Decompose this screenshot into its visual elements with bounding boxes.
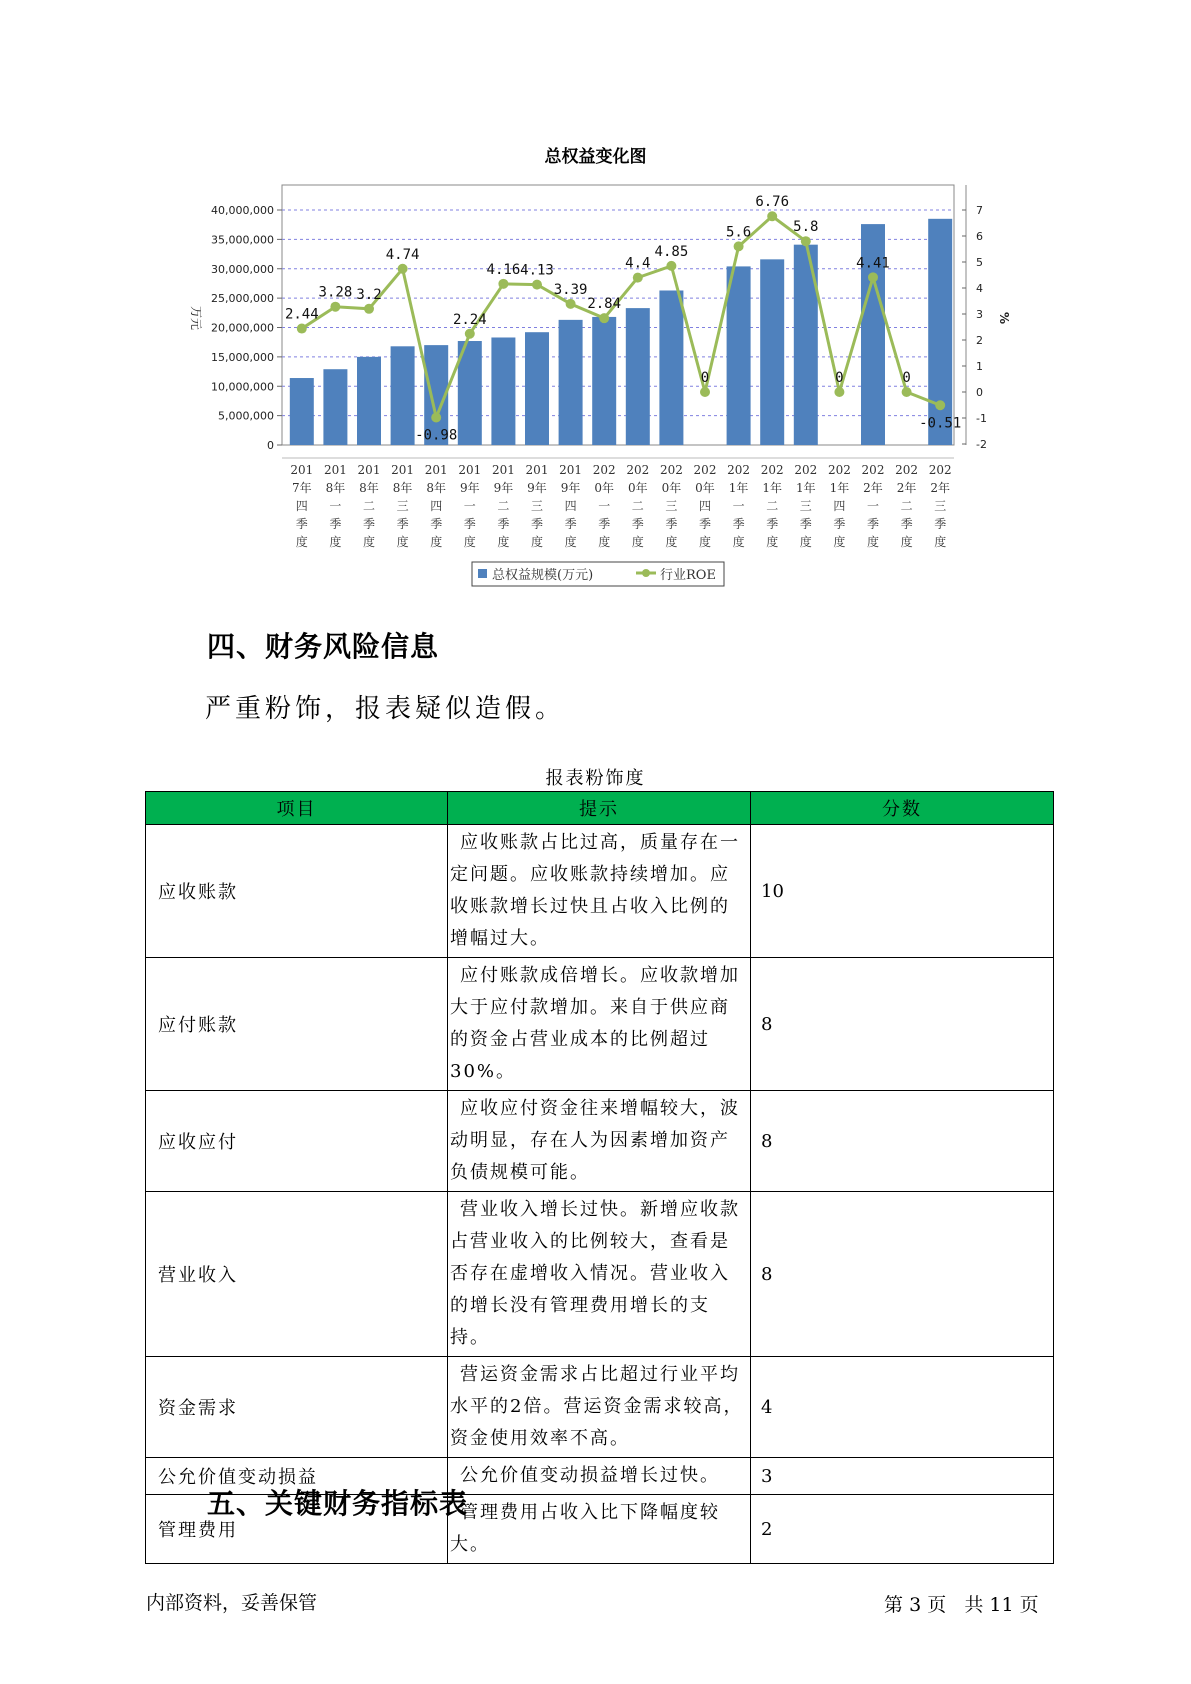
x-tick-label: 季 — [665, 517, 678, 531]
roe-point — [330, 302, 340, 312]
legend-bar-swatch — [478, 569, 487, 578]
x-tick-label: 二 — [900, 499, 913, 513]
x-tick-label: 一 — [866, 499, 880, 513]
legend-bar-label: 总权益规模(万元) — [492, 568, 594, 583]
risk-summary: 严重粉饰，报表疑似造假。 — [205, 694, 566, 724]
row-score: 10 — [751, 825, 1054, 958]
page-mid: 页 — [927, 1594, 947, 1616]
y-tick-label: 40,000,000 — [211, 204, 274, 217]
roe-point — [801, 236, 811, 246]
x-tick-label: 201 — [357, 463, 381, 477]
y-tick-label: 5,000,000 — [218, 409, 274, 423]
x-tick-label: 9年 — [560, 481, 581, 495]
x-tick-label: 季 — [430, 517, 443, 531]
x-tick-label: 0年 — [627, 481, 648, 495]
y-tick-label: 10,000,000 — [211, 380, 274, 394]
x-tick-label: 三 — [396, 499, 409, 513]
row-item: 应付账款 — [146, 958, 448, 1091]
chart-title: 总权益变化图 — [544, 147, 647, 167]
x-tick-label: 季 — [362, 517, 376, 531]
legend-line-label: 行业ROE — [660, 568, 716, 583]
x-tick-label: 度 — [934, 535, 947, 549]
x-tick-label: 四 — [430, 499, 443, 513]
row-item: 营业收入 — [146, 1192, 448, 1357]
equity-chart — [0, 0, 1191, 600]
row-hint: 营运资金需求占比超过行业平均水平的2倍。营运资金需求较高，资金使用效率不高。 — [448, 1357, 751, 1458]
roe-data-label: 4.85 — [654, 243, 689, 260]
x-tick-label: 202 — [727, 463, 751, 477]
x-tick-label: 2年 — [930, 481, 951, 495]
table-row — [146, 958, 1054, 1091]
x-tick-label: 201 — [491, 463, 515, 477]
x-tick-label: 202 — [794, 463, 818, 477]
row-item: 应收账款 — [146, 825, 448, 958]
legend-line-marker — [642, 569, 650, 577]
x-tick-label: 度 — [329, 535, 342, 549]
y2-tick-label: 4 — [976, 282, 983, 295]
row-score: 4 — [751, 1357, 1054, 1458]
roe-data-label: 6.76 — [755, 194, 790, 211]
y-tick-label: 35,000,000 — [211, 233, 274, 247]
roe-point — [834, 387, 844, 397]
row-hint: 应收应付资金往来增幅较大，波动明显，存在人为因素增加资产负债规模可能。 — [448, 1091, 751, 1192]
roe-point — [633, 273, 643, 283]
x-tick-label: 1年 — [762, 481, 783, 495]
x-tick-label: 202 — [928, 463, 952, 477]
roe-point — [532, 280, 542, 290]
y2-tick-label: -1 — [976, 412, 987, 425]
x-tick-label: 四 — [833, 499, 846, 513]
y2-axis-label: % — [997, 311, 1011, 325]
y-tick-label: 30,000,000 — [211, 262, 274, 276]
roe-data-label: 3.39 — [553, 281, 588, 298]
x-tick-label: 8年 — [426, 481, 447, 495]
row-item: 管理费用 — [146, 1495, 448, 1564]
total-prefix: 共 — [964, 1594, 984, 1616]
header-item: 项目 — [146, 792, 448, 825]
y2-tick-label: 5 — [976, 256, 983, 269]
roe-point — [935, 400, 945, 410]
x-tick-label: 201 — [424, 463, 448, 477]
y2-tick-label: 2 — [976, 334, 983, 347]
roe-data-label: 4.74 — [385, 246, 420, 263]
plot-area — [282, 185, 954, 445]
x-tick-label: 度 — [396, 535, 409, 549]
x-tick-label: 季 — [564, 517, 577, 531]
x-tick-label: 度 — [833, 535, 846, 549]
roe-point — [700, 387, 710, 397]
x-tick-label: 度 — [530, 535, 544, 549]
bar — [727, 266, 751, 445]
x-tick-label: 度 — [564, 535, 577, 549]
roe-data-label: 0 — [700, 370, 710, 386]
x-tick-label: 一 — [463, 499, 476, 513]
table-caption: 报表粉饰度 — [545, 768, 646, 789]
x-tick-label: 度 — [900, 535, 913, 549]
x-tick-label: 度 — [295, 535, 308, 549]
y2-tick-label: 1 — [976, 360, 983, 373]
roe-data-label: 4.41 — [856, 255, 890, 272]
x-tick-label: 8年 — [392, 481, 413, 495]
row-item: 资金需求 — [146, 1357, 448, 1458]
x-tick-label: 季 — [295, 517, 308, 531]
footer-page-info — [884, 1590, 1039, 1617]
x-tick-label: 度 — [766, 535, 779, 549]
row-score: 8 — [751, 1091, 1054, 1192]
total-pages: 11 — [989, 1594, 1014, 1616]
x-tick-label: 度 — [866, 535, 880, 549]
roe-data-label: 0 — [835, 370, 844, 386]
row-item: 公允价值变动损益 — [146, 1458, 448, 1495]
y2-tick-label: 7 — [976, 204, 983, 217]
x-tick-label: 三 — [799, 499, 812, 513]
roe-point — [566, 299, 576, 309]
page-prefix: 第 — [884, 1594, 904, 1616]
x-tick-label: 201 — [323, 463, 347, 477]
x-tick-label: 二 — [766, 499, 779, 513]
roe-point — [364, 304, 374, 314]
roe-data-label: 2.24 — [452, 311, 487, 328]
x-tick-label: 2年 — [863, 481, 883, 495]
x-tick-label: 1年 — [829, 481, 850, 495]
roe-point — [666, 261, 676, 271]
x-tick-label: 季 — [732, 517, 745, 531]
x-tick-label: 0年 — [594, 481, 615, 495]
roe-data-label: 3.2 — [356, 286, 382, 303]
x-tick-label: 9年 — [527, 481, 547, 495]
x-tick-label: 季 — [497, 517, 510, 531]
x-tick-label: 一 — [732, 499, 745, 513]
x-tick-label: 202 — [626, 463, 650, 477]
x-tick-label: 一 — [329, 499, 342, 513]
x-tick-label: 季 — [900, 517, 913, 531]
bar — [491, 337, 515, 445]
x-tick-label: 季 — [631, 517, 644, 531]
x-tick-label: 季 — [866, 517, 880, 531]
row-score: 3 — [751, 1458, 1054, 1495]
x-tick-label: 二 — [362, 499, 376, 513]
y-axis-label: 万元 — [189, 305, 203, 331]
x-tick-label: 0年 — [661, 481, 682, 495]
x-tick-label: 季 — [833, 517, 846, 531]
x-tick-label: 202 — [861, 463, 885, 477]
bar — [357, 357, 381, 445]
x-tick-label: 9年 — [493, 481, 514, 495]
row-hint: 营业收入增长过快。新增应收款占营业收入的比例较大，查看是否存在虚增收入情况。营业收入的增长没有管理费用增长的支持。 — [448, 1192, 751, 1357]
bar — [323, 369, 347, 445]
x-tick-label: 季 — [934, 517, 947, 531]
roe-point — [431, 412, 441, 422]
row-score: 8 — [751, 1192, 1054, 1357]
x-tick-label: 度 — [631, 535, 644, 549]
x-tick-label: 2年 — [896, 481, 917, 495]
x-tick-label: 201 — [559, 463, 583, 477]
y2-tick-label: 3 — [976, 308, 983, 321]
x-tick-label: 二 — [631, 499, 644, 513]
roe-data-label: 5.8 — [793, 219, 819, 236]
x-tick-label: 四 — [295, 499, 308, 513]
x-tick-label: 202 — [760, 463, 784, 477]
bar — [592, 317, 616, 445]
bar — [760, 259, 784, 445]
x-tick-label: 季 — [766, 517, 779, 531]
x-tick-label: 202 — [895, 463, 919, 477]
table-row — [146, 1192, 1054, 1357]
x-tick-label: 季 — [396, 517, 409, 531]
x-tick-label: 201 — [290, 463, 314, 477]
x-tick-label: 季 — [698, 517, 712, 531]
roe-point — [599, 313, 609, 323]
x-tick-label: 季 — [530, 517, 544, 531]
x-tick-label: 0年 — [695, 481, 715, 495]
header-score: 分数 — [751, 792, 1054, 825]
roe-point — [498, 279, 508, 289]
roe-point — [465, 329, 475, 339]
x-tick-label: 度 — [598, 535, 611, 549]
x-tick-label: 三 — [934, 499, 947, 513]
y2-tick-label: 6 — [976, 230, 983, 243]
whitewash-table — [145, 791, 1054, 1564]
row-item: 应收应付 — [146, 1091, 448, 1192]
row-score: 8 — [751, 958, 1054, 1091]
y2-tick-label: 0 — [976, 386, 983, 399]
x-tick-label: 8年 — [359, 481, 379, 495]
x-tick-label: 三 — [665, 499, 678, 513]
x-tick-label: 201 — [391, 463, 415, 477]
x-tick-label: 度 — [799, 535, 812, 549]
x-tick-label: 季 — [598, 517, 611, 531]
bar — [626, 308, 650, 445]
bar — [391, 346, 415, 445]
total-suffix: 页 — [1019, 1594, 1039, 1616]
y-tick-label: 0 — [267, 439, 274, 452]
roe-point — [902, 387, 912, 397]
page-number: 3 — [909, 1594, 922, 1616]
bar — [290, 378, 314, 445]
x-tick-label: 1年 — [795, 481, 816, 495]
roe-point — [297, 324, 307, 334]
y-tick-label: 20,000,000 — [211, 321, 274, 335]
roe-data-label: -0.51 — [919, 415, 962, 432]
x-tick-label: 202 — [592, 463, 616, 477]
roe-data-label: -0.98 — [415, 427, 458, 444]
x-tick-label: 202 — [693, 463, 717, 477]
roe-data-label: 2.84 — [587, 296, 622, 313]
x-tick-label: 202 — [659, 463, 683, 477]
x-tick-label: 度 — [497, 535, 510, 549]
roe-data-label: 4.16 — [486, 261, 521, 278]
y2-tick-label: -2 — [976, 438, 987, 451]
bar — [525, 332, 549, 445]
roe-point — [767, 211, 777, 221]
section-heading-key-indicators: 五、关键财务指标表 — [207, 1487, 469, 1520]
x-tick-label: 1年 — [728, 481, 749, 495]
x-tick-label: 季 — [463, 517, 476, 531]
x-tick-label: 9年 — [459, 481, 480, 495]
bar — [559, 320, 583, 445]
x-tick-label: 度 — [732, 535, 745, 549]
table-header-row — [146, 792, 1054, 825]
roe-data-label: 0 — [902, 370, 911, 386]
roe-data-label: 5.6 — [725, 224, 752, 241]
table-row — [146, 1357, 1054, 1458]
x-tick-label: 201 — [525, 463, 549, 477]
x-tick-label: 一 — [598, 499, 611, 513]
x-tick-label: 度 — [463, 535, 476, 549]
x-tick-label: 季 — [329, 517, 342, 531]
roe-point — [398, 264, 408, 274]
roe-data-label: 4.4 — [625, 255, 651, 272]
table-row — [146, 825, 1054, 958]
x-tick-label: 8年 — [325, 481, 346, 495]
x-tick-label: 度 — [665, 535, 678, 549]
x-tick-label: 202 — [827, 463, 851, 477]
roe-point — [868, 272, 878, 282]
roe-data-label: 2.44 — [284, 306, 319, 323]
footer-confidential: 内部资料，妥善保管 — [146, 1592, 318, 1614]
roe-point — [734, 241, 744, 251]
roe-data-label: 3.28 — [318, 284, 353, 301]
x-tick-label: 7年 — [291, 481, 312, 495]
x-tick-label: 度 — [698, 535, 712, 549]
row-hint: 管理费用占收入比下降幅度较大。 — [448, 1495, 751, 1564]
bar — [928, 219, 952, 445]
row-hint: 公允价值变动损益增长过快。 — [448, 1458, 751, 1495]
header-hint: 提示 — [448, 792, 751, 825]
x-tick-label: 二 — [497, 499, 510, 513]
row-score: 2 — [751, 1495, 1054, 1564]
roe-data-label: 4.13 — [520, 262, 554, 279]
x-tick-label: 四 — [698, 499, 712, 513]
bar — [659, 290, 683, 445]
y-tick-label: 25,000,000 — [211, 292, 274, 306]
x-tick-label: 四 — [564, 499, 577, 513]
x-tick-label: 201 — [458, 463, 482, 477]
row-hint: 应付账款成倍增长。应收款增加大于应付款增加。来自于供应商的资金占营业成本的比例超过30%。 — [448, 958, 751, 1091]
x-tick-label: 三 — [530, 499, 544, 513]
row-hint: 应收账款占比过高，质量存在一定问题。应收账款持续增加。应收账款增长过快且占收入比例的增幅过大。 — [448, 825, 751, 958]
table-row — [146, 1091, 1054, 1192]
x-tick-label: 季 — [799, 517, 812, 531]
x-tick-label: 度 — [430, 535, 443, 549]
section-heading-risk: 四、财务风险信息 — [207, 630, 440, 663]
x-tick-label: 度 — [362, 535, 376, 549]
y-tick-label: 15,000,000 — [211, 350, 274, 364]
